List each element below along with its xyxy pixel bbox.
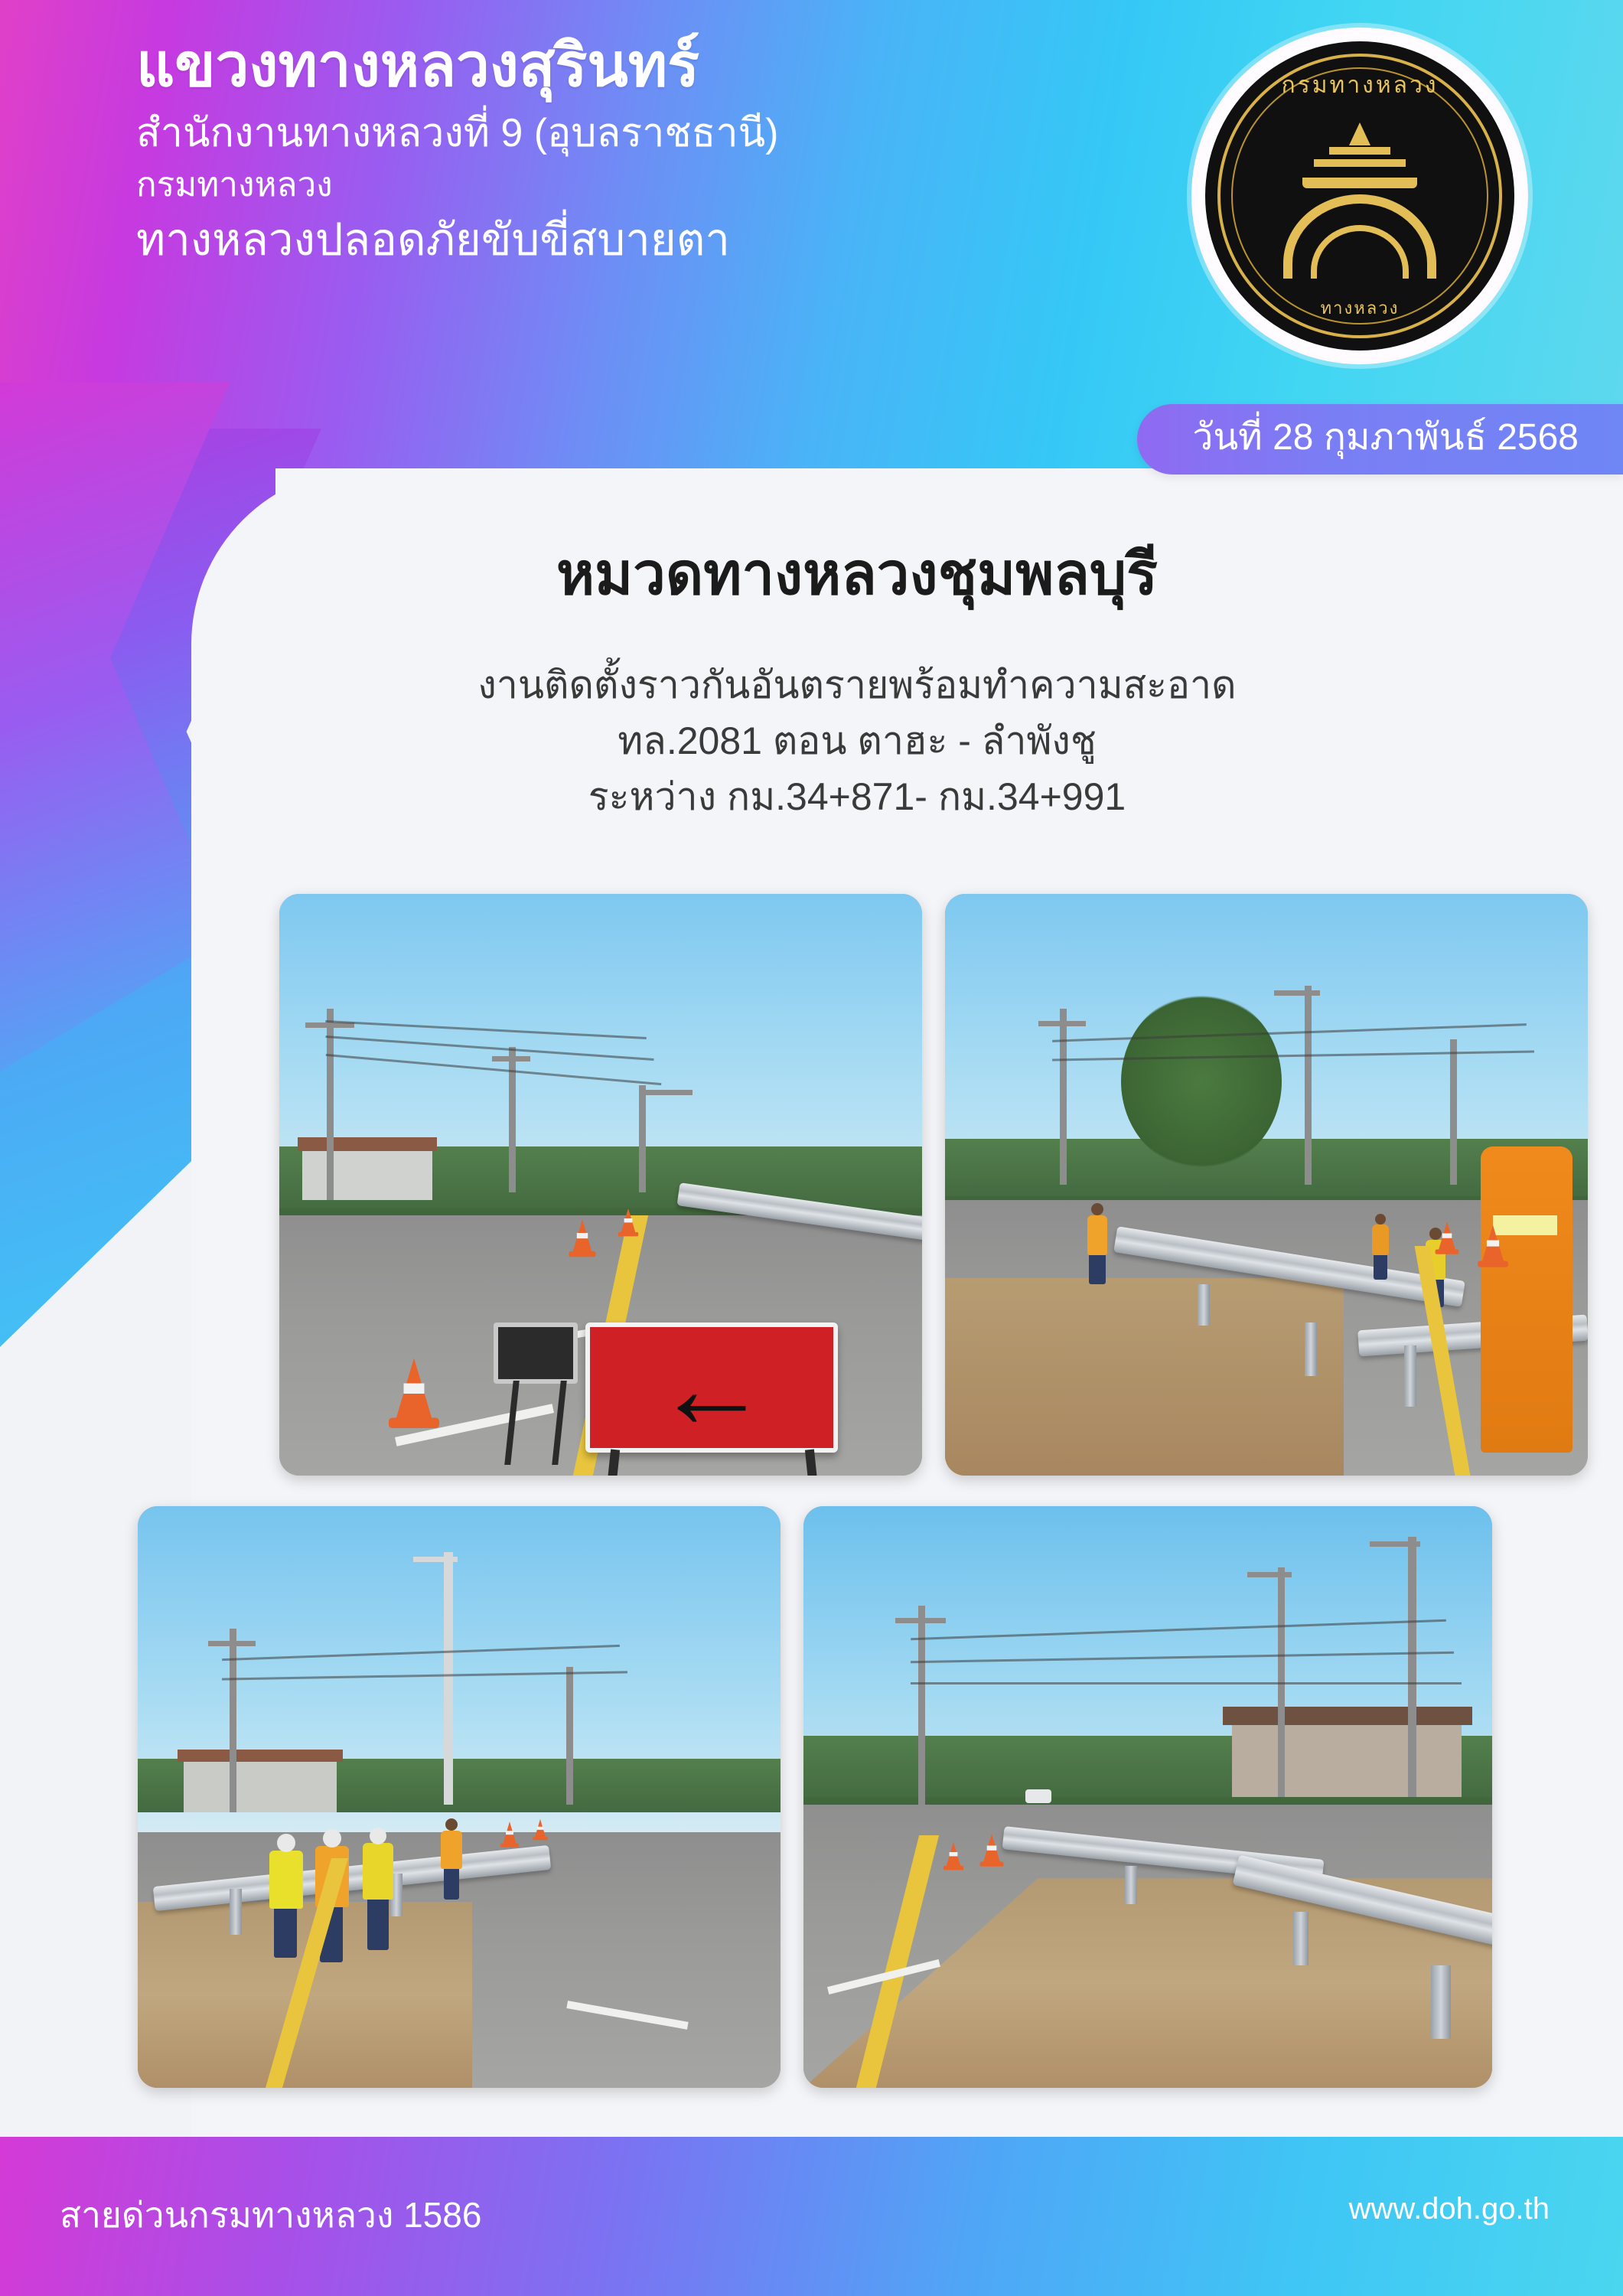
photo-4-pole-arm-1 <box>895 1618 946 1623</box>
photo-3-building <box>184 1759 337 1812</box>
photo-4-guardrail-post-1 <box>1125 1866 1137 1904</box>
photo-4-vehicle-1 <box>1025 1789 1051 1803</box>
photo-1-arrow-sign <box>585 1322 838 1453</box>
photo-3-traffic-cone-1 <box>503 1821 517 1844</box>
photo-1 <box>279 894 922 1476</box>
photo-2-worker-1-legs <box>1089 1254 1106 1284</box>
photo-3-street-light-pole <box>444 1552 453 1805</box>
photo-2-utility-pole-1 <box>1060 1009 1067 1185</box>
photo-4-roof <box>1223 1707 1472 1725</box>
footer-website[interactable]: www.doh.go.th <box>1348 2192 1550 2226</box>
photo-3-worker-4-legs <box>444 1866 459 1900</box>
photo-1-roof <box>298 1137 437 1151</box>
organization-title: แขวงทางหลวงสุรินทร์ <box>136 31 700 99</box>
photo-3-roof <box>178 1750 343 1762</box>
description-line-1: งานติดตั้งราวกันอันตรายพร้อมทำความสะอาด <box>477 664 1237 706</box>
description-block <box>275 658 1439 826</box>
photo-3-utility-pole-1 <box>230 1629 236 1812</box>
photo-2-street-light-arm <box>1274 990 1320 996</box>
photo-2-traffic-cone-2 <box>1439 1221 1455 1251</box>
photo-3-worker-3-head <box>370 1828 386 1844</box>
photo-2-worker-1-head <box>1091 1203 1103 1215</box>
organization-subtitle-office: สำนักงานทางหลวงที่ 9 (อุบลราชธานี) <box>136 111 779 156</box>
photo-3-guardrail-post-1 <box>230 1889 242 1935</box>
photo-1-flashing-light-board <box>494 1322 578 1384</box>
photo-4-street-light-arm-1 <box>1247 1572 1292 1577</box>
photo-1-traffic-cone-3 <box>621 1208 635 1233</box>
photo-4 <box>803 1506 1492 2088</box>
photo-1-board-stand <box>504 1381 567 1465</box>
photo-3-worker-3-body <box>363 1843 393 1900</box>
photo-2-guardrail-post-3 <box>1404 1345 1416 1407</box>
photo-3 <box>138 1506 781 2088</box>
footer-hotline: สายด่วนกรมทางหลวง 1586 <box>60 2195 482 2235</box>
description-line-3: ระหว่าง กม.34+871- กม.34+991 <box>588 775 1126 818</box>
photo-1-traffic-cone-1 <box>396 1358 432 1420</box>
photo-4-traffic-cone-1 <box>983 1834 1000 1863</box>
photo-2-large-tree <box>1121 993 1282 1169</box>
photo-3-worker-4-head <box>445 1818 458 1831</box>
photo-2-street-light-pole <box>1305 986 1312 1185</box>
photo-2-worker-1-body <box>1087 1215 1107 1255</box>
header-text-block <box>136 32 1192 269</box>
photo-1-building <box>302 1146 432 1200</box>
photo-1-utility-pole-2 <box>509 1047 516 1192</box>
photo-3-street-light-arm <box>413 1557 458 1562</box>
organization-subtitle-department: กรมทางหลวง <box>136 165 333 204</box>
photo-2-worker-2-legs <box>1374 1254 1387 1280</box>
photo-4-utility-pole-1 <box>918 1606 925 1805</box>
photo-3-utility-pole-2 <box>566 1667 573 1805</box>
photo-2-pole-arm-1 <box>1038 1021 1086 1026</box>
left-arrow-icon: ← <box>654 1323 769 1452</box>
photo-2 <box>945 894 1588 1476</box>
photo-4-guardrail-post-3 <box>1431 1965 1451 2039</box>
photo-4-guardrail-post-2 <box>1293 1912 1309 1965</box>
photo-1-traffic-cone-2 <box>572 1219 592 1252</box>
photo-3-worker-3-legs <box>367 1896 389 1950</box>
seal-bottom-text: ทางหลวง <box>1320 298 1400 318</box>
organization-slogan: ทางหลวงปลอดภัยขับขี่สบายตา <box>136 215 730 266</box>
photo-2-guardrail-post-2 <box>1305 1322 1317 1376</box>
photo-4-street-light-pole-2 <box>1408 1537 1416 1797</box>
seal-circle <box>1205 41 1514 351</box>
seal-emblem-icon <box>1272 133 1448 279</box>
photo-3-traffic-cone-2 <box>535 1819 546 1838</box>
photo-3-worker-1-body <box>269 1851 303 1909</box>
footer-bar <box>0 2137 1623 2296</box>
date-badge: วันที่ 28 กุมภาพันธ์ 2568 <box>1137 404 1623 475</box>
photo-2-worker-2-body <box>1372 1225 1389 1255</box>
photo-2-foreground-worker <box>1481 1146 1572 1453</box>
photo-4-building <box>1232 1720 1462 1797</box>
page-title: หมวดทางหลวงชุมพลบุรี <box>556 542 1158 607</box>
photo-2-guardrail-post-1 <box>1198 1284 1210 1326</box>
photo-3-worker-2-head <box>323 1829 341 1848</box>
photo-4-power-wire-3 <box>911 1682 1462 1684</box>
photo-3-worker-1-head <box>277 1834 295 1852</box>
photo-2-worker-2-head <box>1375 1214 1386 1225</box>
department-seal-logo <box>1191 28 1528 364</box>
photo-1-street-light-arm <box>639 1090 693 1095</box>
photo-1-street-light-pole <box>639 1085 646 1192</box>
photo-2-shoulder-ground <box>945 1278 1344 1476</box>
photo-3-worker-4-body <box>441 1831 462 1869</box>
photo-3-worker-1-legs <box>274 1904 297 1958</box>
seal-crown-icon <box>1302 138 1417 188</box>
photo-1-pole-arm-2 <box>492 1056 530 1062</box>
photo-4-traffic-cone-2 <box>946 1842 960 1867</box>
description-line-2: ทล.2081 ตอน ตาฮะ - ลำพังชู <box>618 719 1097 762</box>
photo-3-pole-arm-1 <box>208 1641 256 1646</box>
photo-2-traffic-cone-1 <box>1482 1225 1504 1263</box>
photo-4-street-light-arm-2 <box>1370 1541 1420 1547</box>
photo-2-utility-pole-2 <box>1450 1039 1457 1185</box>
seal-top-text: กรมทางหลวง <box>1281 73 1439 98</box>
